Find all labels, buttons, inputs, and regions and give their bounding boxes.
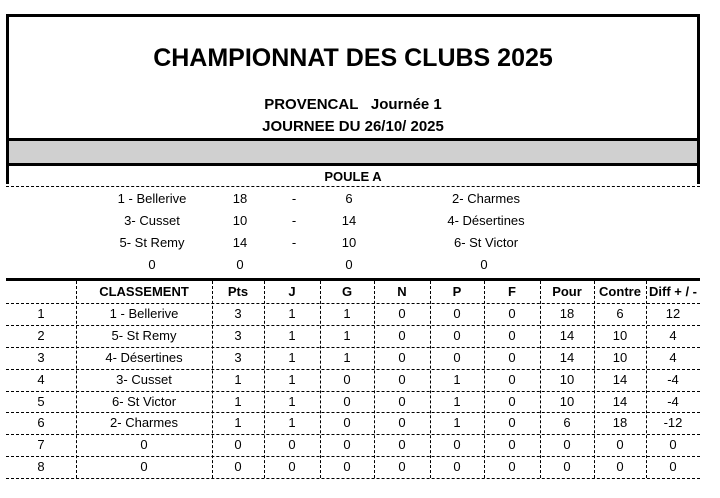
cell-points-for: 6 <box>563 415 571 431</box>
cell-won: 1 <box>343 305 351 321</box>
grey-band <box>6 141 700 163</box>
header-lost: P <box>452 284 462 299</box>
match-home-score: 18 <box>232 191 248 206</box>
cell-draw: 0 <box>398 415 406 431</box>
cell-team: 0 <box>140 459 148 475</box>
cell-team: 6- St Victor <box>111 393 177 409</box>
cell-points-against: 10 <box>612 349 628 365</box>
cell-forfeit: 0 <box>508 415 516 431</box>
cell-won: 0 <box>343 459 351 475</box>
cell-forfeit: 0 <box>508 371 516 387</box>
match-home-score: 10 <box>232 213 248 228</box>
cell-played: 1 <box>288 371 296 387</box>
header-forfeit: F <box>508 284 516 299</box>
match-away-team: 6- St Victor <box>453 235 519 250</box>
cell-team: 0 <box>140 437 148 453</box>
cell-points-for: 10 <box>559 371 575 387</box>
cell-points-against: 14 <box>612 393 628 409</box>
cell-difference: 4 <box>669 327 677 343</box>
cell-points-for: 14 <box>559 349 575 365</box>
cell-difference: -4 <box>667 393 679 409</box>
cell-points-against: 10 <box>612 327 628 343</box>
header-pts: Pts <box>227 284 249 299</box>
cell-forfeit: 0 <box>508 349 516 365</box>
cell-draw: 0 <box>398 437 406 453</box>
cell-difference: 0 <box>669 459 677 475</box>
cell-rank: 3 <box>37 349 45 365</box>
cell-lost: 0 <box>453 349 461 365</box>
date-line: JOURNEE DU 26/10/ 2025 <box>262 118 444 135</box>
cell-played: 1 <box>288 305 296 321</box>
divider-standings <box>6 278 700 281</box>
header-played: J <box>288 284 296 299</box>
cell-pts: 1 <box>234 371 242 387</box>
cell-played: 1 <box>288 393 296 409</box>
cell-played: 0 <box>288 459 296 475</box>
header-team: CLASSEMENT <box>99 284 189 299</box>
cell-rank: 2 <box>37 327 45 343</box>
cell-lost: 0 <box>453 459 461 475</box>
poule-title: POULE A <box>324 169 382 184</box>
cell-difference: -4 <box>667 371 679 387</box>
match-home-team: 3- Cusset <box>124 213 180 228</box>
row-divider <box>6 478 700 479</box>
cell-won: 1 <box>343 349 351 365</box>
cell-forfeit: 0 <box>508 459 516 475</box>
cell-team: 2- Charmes <box>110 415 178 431</box>
cell-points-for: 0 <box>563 437 571 453</box>
cell-rank: 1 <box>37 305 45 321</box>
cell-rank: 4 <box>37 371 45 387</box>
cell-pts: 0 <box>234 437 242 453</box>
cell-pts: 0 <box>234 459 242 475</box>
subtitle-journee <box>6 96 700 113</box>
cell-points-against: 0 <box>616 459 624 475</box>
cell-played: 0 <box>288 437 296 453</box>
cell-lost: 1 <box>453 371 461 387</box>
header-difference: Diff + / - <box>648 284 698 299</box>
cell-draw: 0 <box>398 393 406 409</box>
cell-team: 1 - Bellerive <box>109 305 179 321</box>
match-home-score: 0 <box>236 257 244 272</box>
cell-difference: 4 <box>669 349 677 365</box>
cell-played: 1 <box>288 415 296 431</box>
cell-draw: 0 <box>398 349 406 365</box>
cell-forfeit: 0 <box>508 393 516 409</box>
match-away-score: 6 <box>345 191 353 206</box>
cell-difference: -12 <box>663 415 683 431</box>
cell-team: 4- Désertines <box>105 349 183 365</box>
journee-label: Journée 1 <box>370 96 442 113</box>
cell-won: 0 <box>343 371 351 387</box>
cell-lost: 1 <box>453 415 461 431</box>
cell-team: 3- Cusset <box>116 371 172 387</box>
cell-pts: 3 <box>234 349 242 365</box>
cell-points-for: 18 <box>559 305 575 321</box>
cell-forfeit: 0 <box>508 437 516 453</box>
match-separator: - <box>291 191 297 206</box>
cell-pts: 3 <box>234 305 242 321</box>
cell-won: 0 <box>343 437 351 453</box>
cell-forfeit: 0 <box>508 305 516 321</box>
match-away-score: 14 <box>341 213 357 228</box>
cell-lost: 1 <box>453 393 461 409</box>
cell-forfeit: 0 <box>508 327 516 343</box>
cell-pts: 1 <box>234 393 242 409</box>
cell-draw: 0 <box>398 371 406 387</box>
header-points-against: Contre <box>599 284 641 299</box>
header-won: G <box>341 284 353 299</box>
cell-team: 5- St Remy <box>111 327 177 343</box>
cell-pts: 3 <box>234 327 242 343</box>
cell-rank: 6 <box>37 415 45 431</box>
cell-points-for: 14 <box>559 327 575 343</box>
cell-points-for: 0 <box>563 459 571 475</box>
cell-points-against: 0 <box>616 437 624 453</box>
cell-lost: 0 <box>453 305 461 321</box>
cell-points-against: 18 <box>612 415 628 431</box>
match-separator: - <box>291 235 297 250</box>
cell-won: 0 <box>343 393 351 409</box>
cell-won: 0 <box>343 415 351 431</box>
cell-lost: 0 <box>453 327 461 343</box>
match-away-team: 4- Désertines <box>447 213 525 228</box>
match-home-score: 14 <box>232 235 248 250</box>
page-title: CHAMPIONNAT DES CLUBS 2025 <box>153 44 553 72</box>
cell-difference: 0 <box>669 437 677 453</box>
match-home-team: 1 - Bellerive <box>117 191 187 206</box>
cell-difference: 12 <box>665 305 681 321</box>
cell-lost: 0 <box>453 437 461 453</box>
match-away-score: 0 <box>345 257 353 272</box>
match-home-team: 0 <box>148 257 156 272</box>
header-draw: N <box>397 284 407 299</box>
match-home-team: 5- St Remy <box>119 235 185 250</box>
cell-rank: 8 <box>37 459 45 475</box>
divider-grey <box>6 163 700 166</box>
header-points-for: Pour <box>552 284 582 299</box>
region-label: PROVENCAL <box>264 96 359 113</box>
cell-points-against: 6 <box>616 305 624 321</box>
match-away-score: 10 <box>341 235 357 250</box>
cell-draw: 0 <box>398 459 406 475</box>
match-separator: - <box>291 213 297 228</box>
cell-points-for: 10 <box>559 393 575 409</box>
match-top-dash <box>6 186 700 187</box>
cell-rank: 5 <box>37 393 45 409</box>
cell-played: 1 <box>288 349 296 365</box>
scoresheet <box>6 14 700 484</box>
match-away-team: 2- Charmes <box>452 191 520 206</box>
match-away-team: 0 <box>480 257 488 272</box>
cell-points-against: 14 <box>612 371 628 387</box>
cell-draw: 0 <box>398 305 406 321</box>
cell-draw: 0 <box>398 327 406 343</box>
cell-won: 1 <box>343 327 351 343</box>
cell-pts: 1 <box>234 415 242 431</box>
cell-played: 1 <box>288 327 296 343</box>
cell-rank: 7 <box>37 437 45 453</box>
